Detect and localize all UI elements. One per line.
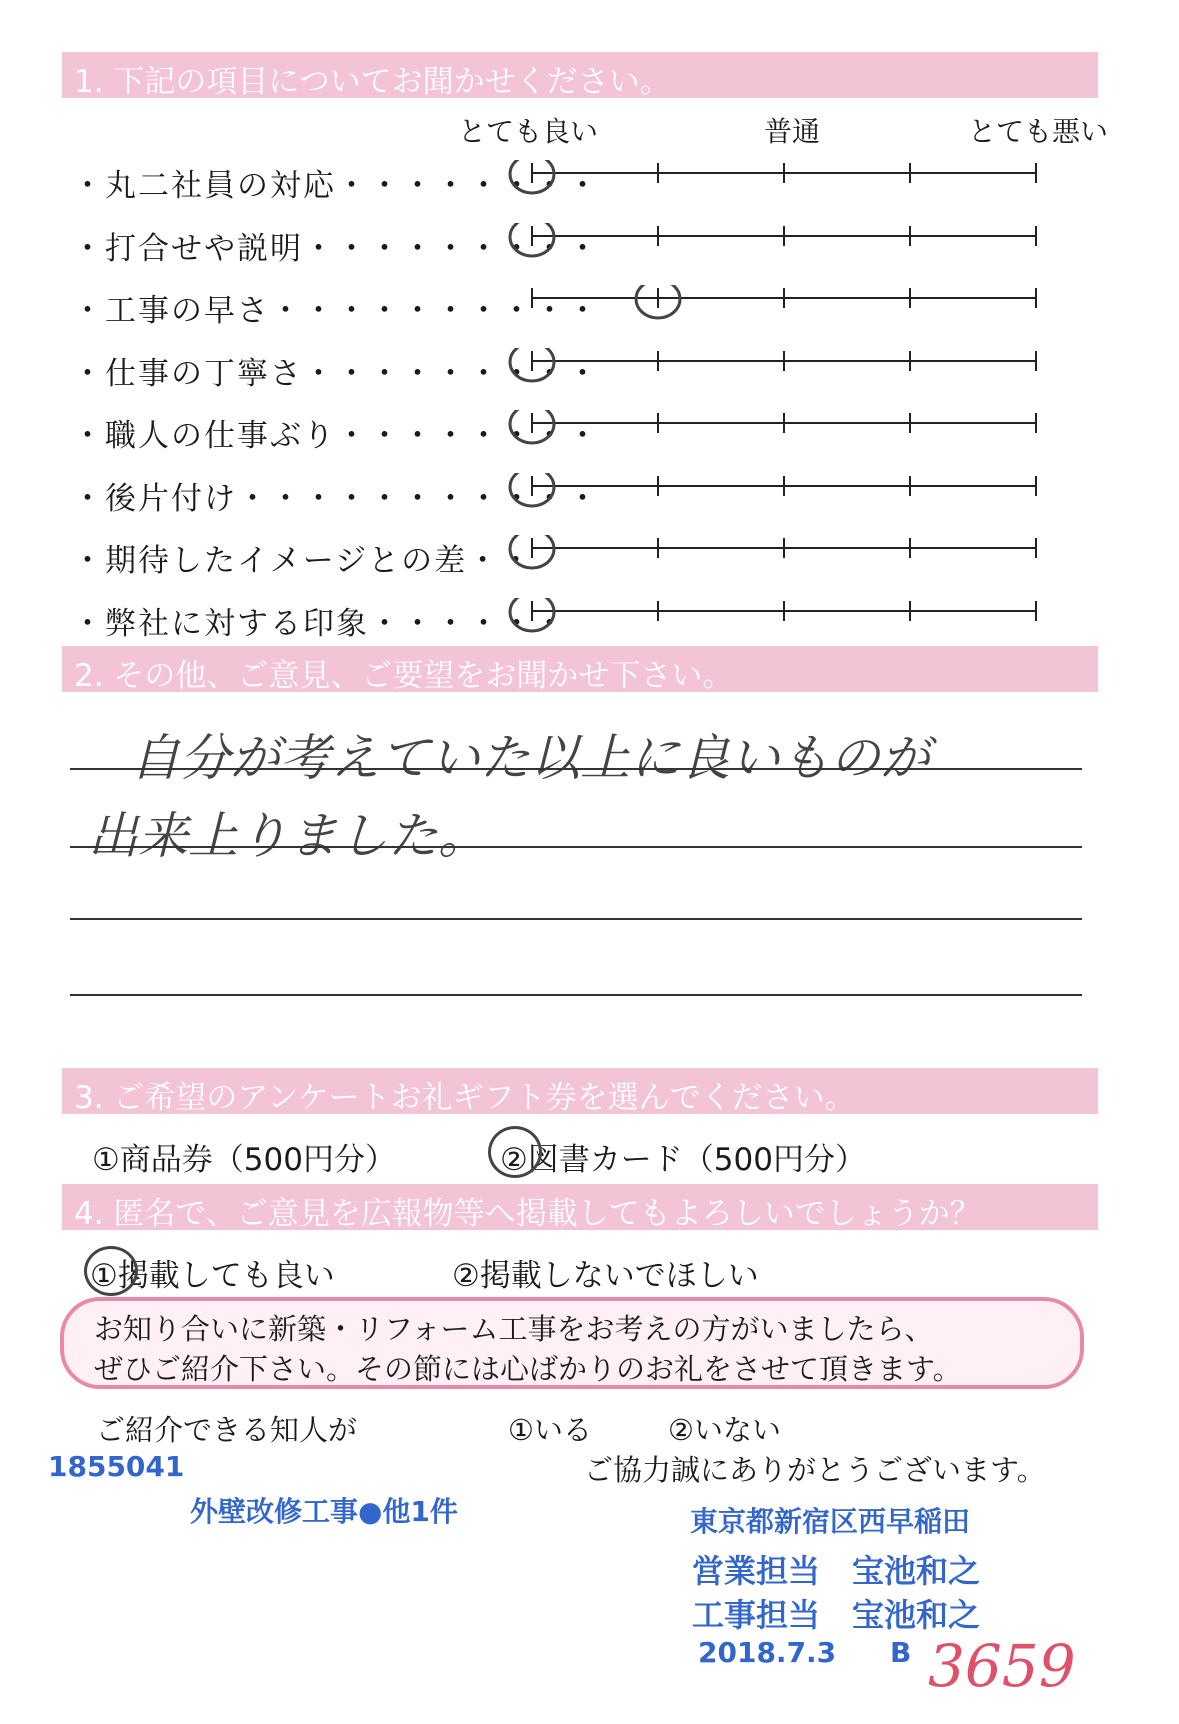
rating-scale[interactable] [0,223,1179,263]
section2-heading: 2. その他、ご意見、ご要望をお聞かせ下さい。 [74,658,734,694]
stamp-grade: B [890,1636,912,1669]
publish-selection-mark [84,1246,138,1296]
referral-option-no[interactable]: ②いない [668,1413,781,1447]
section4-heading-bar [62,1184,1098,1230]
rating-row [0,160,1179,204]
rating-scale[interactable] [0,535,1179,575]
stamp-date: 2018.7.3 [698,1636,837,1669]
comment-rule-1 [70,768,1082,770]
comment-rule-4 [70,994,1082,996]
rating-scale[interactable] [0,473,1179,513]
gift-selection-mark [488,1126,542,1178]
rating-row [0,535,1179,579]
rating-scale[interactable] [0,285,1179,325]
rating-question-label: ・丸二社員の対応・・・・・・・・ [72,168,600,204]
rating-question-label: ・期待したイメージとの差・・ [72,543,534,579]
thanks-message: ご協力誠にありがとうございます。 [584,1453,1046,1487]
stamp-address: 東京都新宿区西早稲田 [690,1505,971,1538]
referral-box-line1: お知り合いに新築・リフォーム工事をお考えの方がいましたら、 [94,1312,934,1346]
rating-row [0,285,1179,329]
rating-row [0,223,1179,267]
stamp-construction-rep: 工事担当 宝池和之 [692,1596,981,1634]
rating-scale[interactable] [0,160,1179,200]
publish-option-decline[interactable]: ②掲載しないでほしい [452,1258,759,1294]
referral-box-line2: ぜひご紹介下さい。その節には心ばかりのお礼をさせて頂きます。 [94,1352,962,1386]
section1-heading: 1. 下記の項目についてお聞かせください。 [74,64,671,100]
rating-row [0,348,1179,392]
rating-question-label: ・弊社に対する印象・・・・・・ [72,605,567,642]
section3-heading-bar [62,1068,1098,1114]
comment-handwritten-line1: 自分が考えていた以上に良いものが [130,729,930,787]
section1-heading-bar [62,52,1098,98]
gift-option-gift-certificate[interactable]: ①商品券（500円分） [92,1142,396,1178]
comment-handwritten-line2: 出来上りました。 [88,807,488,865]
rating-question-label: ・職人の仕事ぶり・・・・・・・・ [72,418,600,454]
rating-question-label: ・打合せや説明・・・・・・・・・ [72,230,600,267]
rating-row [0,473,1179,517]
referral-box [60,1297,1084,1389]
referral-option-yes[interactable]: ①いる [508,1413,592,1447]
referral-question: ご紹介できる知人が [96,1413,358,1447]
section4-heading: 4. 匿名で、ご意見を広報物等へ掲載してもよろしいでしょうか？ [74,1196,981,1232]
customer-id: 1855041 [48,1450,185,1483]
rating-question-label: ・仕事の丁寧さ・・・・・・・・・ [72,355,600,392]
rating-scale[interactable] [0,598,1179,638]
rating-scale[interactable] [0,410,1179,450]
rating-question-label: ・後片付け・・・・・・・・・・・ [72,480,600,517]
comment-rule-2 [70,846,1082,848]
section3-heading: 3. ご希望のアンケートお礼ギフト券を選んでください。 [74,1080,856,1116]
scale-label-best: とても良い [458,115,599,148]
rating-question-label: ・工事の早さ・・・・・・・・・・ [72,293,600,329]
stamp-sales-rep: 営業担当 宝池和之 [692,1552,981,1590]
publish-option-allow[interactable]: ①掲載しても良い [90,1258,335,1294]
scale-label-worst: とても悪い [968,115,1109,148]
section2-heading-bar [62,646,1098,692]
comment-rule-3 [70,918,1082,920]
work-description: 外壁改修工事●他1件 [190,1495,458,1528]
gift-option-book-card[interactable]: ②図書カード（500円分） [500,1142,866,1178]
rating-row [0,598,1179,642]
scale-label-average: 普通 [764,115,821,148]
rating-scale[interactable] [0,348,1179,388]
rating-row [0,410,1179,454]
handwritten-number: 3659 [928,1632,1076,1700]
